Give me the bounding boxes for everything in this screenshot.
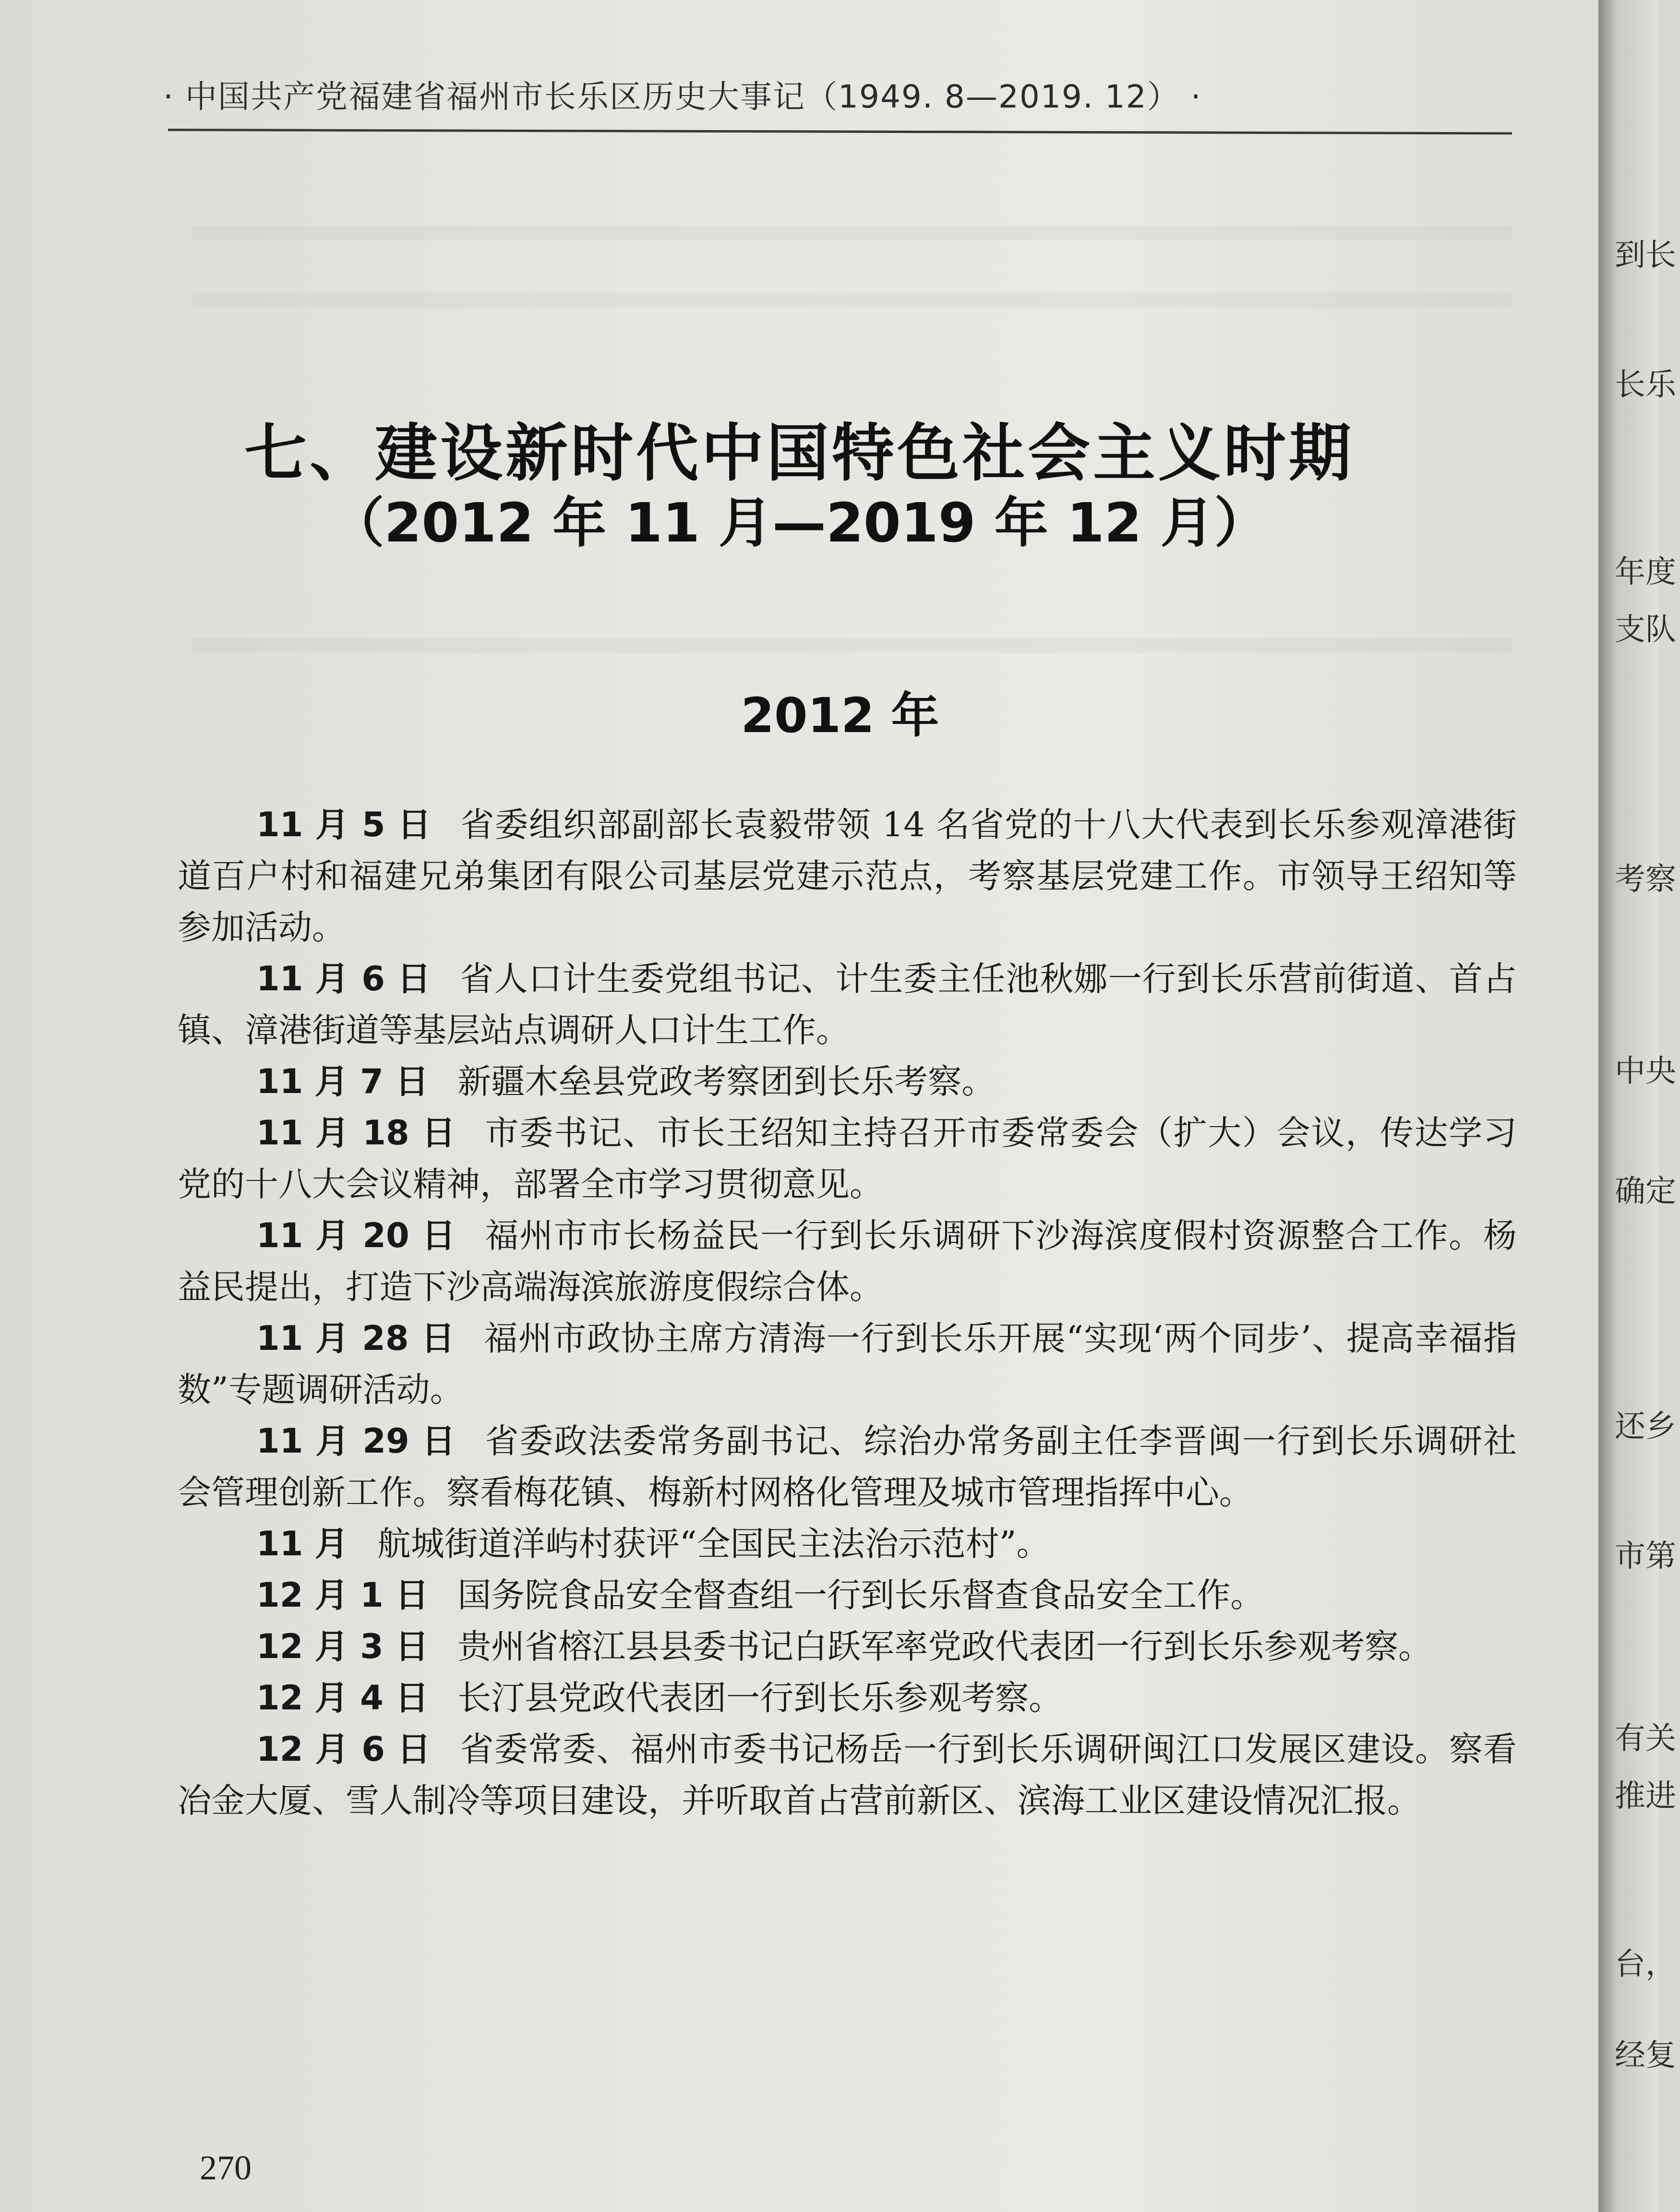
bleed-through (192, 226, 1512, 240)
entry (178, 1724, 1517, 1827)
entry-text: 福州市政协主席方清海一行到长乐开展“实现‘两个同步’、提高幸福指数”专题调研活动。 (178, 1319, 1517, 1409)
facing-text-fragment: 台， (1615, 1947, 1676, 1982)
page-number: 270 (200, 2149, 252, 2187)
entry-text: 省委常委、福州市委书记杨岳一行到长乐调研闽江口发展区建设。察看冶金大厦、雪人制冷等项目建设，并听取首占营前新区、滨海工业区建设情况汇报。 (178, 1730, 1517, 1820)
entry-date: 11 月 (256, 1524, 348, 1563)
entry (178, 1416, 1517, 1518)
entry (178, 1621, 1517, 1672)
entry (178, 953, 1517, 1056)
bleed-through (192, 293, 1512, 307)
entry-text: 长汀县党政代表团一行到长乐参观考察。 (457, 1678, 1063, 1718)
entry (178, 1570, 1517, 1621)
facing-text-fragment: 还乡 (1615, 1409, 1676, 1444)
entry-date: 11 月 18 日 (256, 1113, 456, 1153)
entry (178, 1672, 1517, 1724)
facing-text-fragment: 长乐 (1615, 367, 1676, 403)
entry-text: 航城街道洋屿村获评“全国民主法治示范村”。 (377, 1524, 1050, 1563)
facing-text-fragment: 年度 (1615, 554, 1676, 590)
entry (178, 1210, 1517, 1313)
entry-text: 新疆木垒县党政考察团到长乐考察。 (457, 1062, 996, 1101)
bleed-through (192, 638, 1512, 653)
entry-text: 省委政法委常务副书记、综治办常务副主任李晋闽一行到长乐调研社会管理创新工作。察看梅花镇、梅新村网格化管理及城市管理指挥中心。 (178, 1421, 1517, 1512)
chapter-title: 七、建设新时代中国特色社会主义时期 (244, 417, 1354, 490)
entry (178, 1518, 1517, 1570)
facing-text-fragment: 确定 (1615, 1174, 1676, 1209)
entry-date: 11 月 29 日 (256, 1421, 456, 1461)
entry (178, 1313, 1517, 1416)
entry-text: 省人口计生委党组书记、计生委主任池秋娜一行到长乐营前街道、首占镇、漳港街道等基层站点调研人口计生工作。 (178, 959, 1517, 1050)
chapter-subtitle: （2012 年 11 月—2019 年 12 月） (330, 492, 1268, 554)
entry-date: 12 月 4 日 (256, 1678, 429, 1718)
header-rule (168, 129, 1512, 134)
entry-text: 福州市市长杨益民一行到长乐调研下沙海滨度假村资源整合工作。杨益民提出，打造下沙高端海滨旅游度假综合体。 (178, 1216, 1517, 1307)
facing-page-edge (1598, 0, 1676, 2212)
entry-date: 11 月 7 日 (256, 1062, 429, 1101)
entry-text: 市委书记、市长王绍知主持召开市委常委会（扩大）会议，传达学习党的十八大会议精神，部署全市学习贯彻意见。 (178, 1113, 1517, 1204)
facing-text-fragment: 支队 (1615, 612, 1676, 648)
entry (178, 1107, 1517, 1210)
entry-date: 12 月 1 日 (256, 1575, 429, 1615)
facing-text-fragment: 市第 (1615, 1539, 1676, 1574)
facing-text-fragment: 考察 (1615, 862, 1676, 897)
entry-text: 贵州省榕江县县委书记白跃军率党政代表团一行到长乐参观考察。 (457, 1627, 1432, 1666)
facing-text-fragment: 中央 (1615, 1054, 1676, 1089)
facing-text-fragment: 推进 (1615, 1779, 1676, 1814)
entry-text: 国务院食品安全督查组一行到长乐督查食品安全工作。 (457, 1575, 1264, 1615)
entry-date: 12 月 6 日 (256, 1730, 432, 1769)
facing-text-fragment: 有关 (1615, 1721, 1676, 1756)
year-heading: 2012 年 (741, 687, 939, 744)
chronicle-entries (178, 799, 1517, 1827)
entry (178, 1056, 1517, 1107)
entry-date: 11 月 20 日 (256, 1216, 456, 1255)
facing-text-fragment: 经复 (1615, 2038, 1676, 2073)
entry-date: 12 月 3 日 (256, 1627, 429, 1666)
entry-date: 11 月 5 日 (256, 805, 432, 844)
running-head: · 中国共产党福建省福州市长乐区历史大事记（1949. 8—2019. 12） · (163, 78, 1202, 115)
entry-text: 省委组织部副部长袁毅带领 14 名省党的十八大代表到长乐参观漳港街道百户村和福建兄弟集团有限公司基层党建示范点，考察基层党建工作。市领导王绍知等参加活动。 (178, 805, 1517, 947)
entry-date: 11 月 6 日 (256, 959, 432, 998)
entry (178, 799, 1517, 953)
entry-date: 11 月 28 日 (256, 1319, 456, 1358)
facing-text-fragment: 到长 (1615, 238, 1676, 273)
